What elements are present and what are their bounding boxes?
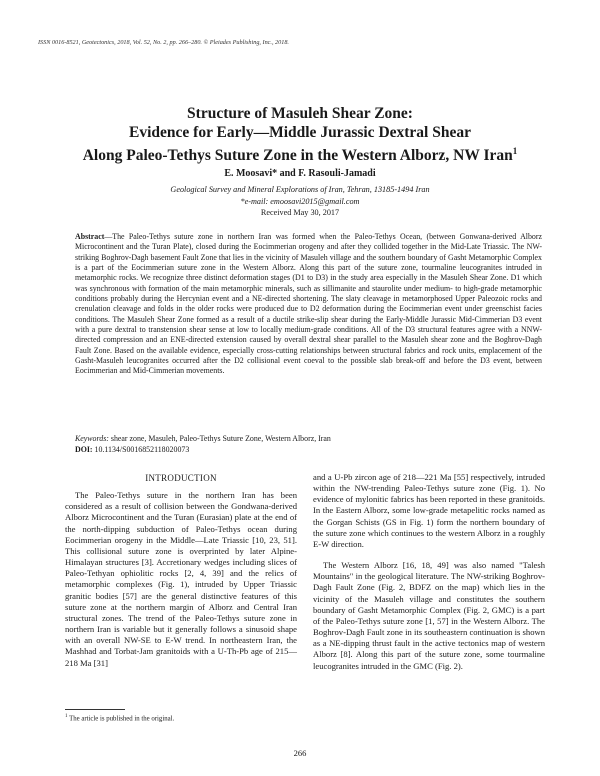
keywords-label: Keywords: xyxy=(75,434,109,443)
doi-label: DOI: xyxy=(75,445,93,454)
abstract xyxy=(75,232,542,377)
footnote xyxy=(65,712,297,723)
authors: E. Moosavi* and F. Rasouli-Jamadi xyxy=(224,168,376,179)
title-footnote-mark[interactable]: 1 xyxy=(512,146,518,156)
keywords xyxy=(75,433,542,444)
title-line-2: Evidence for Early—Middle Jurassic Dextral Shear xyxy=(129,124,471,141)
section-heading-introduction: INTRODUCTION xyxy=(145,473,217,483)
institution: Geological Survey and Mineral Explorations of Iran, Tehran, 13185-1494 Iran xyxy=(170,185,430,194)
intro-paragraph-continued: and a U-Pb zircon age of 218—221 Ma [55] respectively, intruded within the NW-trending Paleo-Tethys suture zone (Fig. 1). No evidence of mylonitic fabrics has been reported in these granitoids. In the Eastern Alborz, some low-grade metapelitic rocks named as the Gorgan Schists (GS in Fig. 1) form the northern boundary of the suture zone which continues to the western Alborz in a roughly E-W direction. xyxy=(313,472,545,549)
doi xyxy=(75,444,542,455)
received-date: Received May 30, 2017 xyxy=(260,208,340,217)
intro-paragraph-2: The Western Alborz [16, 18, 49] was also named "Talesh Mountains" in the geological literature. The NW-striking Boghrov-Dagh Fault Zone (Fig. 2, BDFZ on the map) which lies in the vicinity of the Masuleh village and constitutes the southern boundary of Gasht Metamorphic Complex (Fig. 2, GMC) is a part of the Paleo-Tethys suture zone [1, 57] in the Western Alborz. The Boghrov-Dagh Fault zone in its southeastern continuation is shown as a NE-dipping thrust fault in the active tectonics map of western Alborz [8]. Along this part of the suture zone, some tourmaline leucogranites intruded in the GMC (Fig. 2). xyxy=(313,560,545,671)
page-number: 266 xyxy=(293,748,307,758)
left-column xyxy=(65,473,297,669)
paper-title xyxy=(30,104,570,165)
footnote-divider xyxy=(65,709,125,710)
journal-header: ISSN 0016-8521, Geotectonics, 2018, Vol. 52, No. 2, pp. 266–280. © Pleiades Publishing, Inc., 2018. xyxy=(38,39,289,46)
doi-value[interactable]: 10.1134/S0016852118020073 xyxy=(92,445,190,454)
title-line-3 xyxy=(30,142,570,165)
affiliation xyxy=(30,184,570,219)
abstract-label: Abstract xyxy=(75,232,105,241)
right-column xyxy=(313,472,545,672)
footnote-mark: 1 xyxy=(65,714,68,719)
title-line-3-text: Along Paleo-Tethys Suture Zone in the Western Alborz, NW Iran xyxy=(82,147,513,165)
title-line-1: Structure of Masuleh Shear Zone: xyxy=(187,105,413,122)
intro-paragraph-1: The Paleo-Tethys suture in the northern Iran has been considered as a result of collision between the Gondwana-derived Alborz Microcontinent and the Turan (Eurasian) plate at the end of the north-dipping subduction of Paleo-Tethys ocean during Eocimmerian orogeny in the Middle—Late Triassic [10, 23, 51]. This collisional suture zone is overprinted by later Alpine-Himalayan structures [3]. Accretionary wedges including slices of Paleo-Tethyan ophiolitic rocks [2, 4, 39] and the relics of metamorphic complexes (Fig. 1), intruded by Upper Triassic granitic bodies [57] are the general distinctive features of this suture zone at the northern margin of Alborz and Central Iran structural zones. The trend of the Paleo-Tethys suture zone in northern Iran is variable but it generally follows a sinusoid shape with an overall NW-SE to E-W trend. In northeastern Iran, the Mashhad and Torbat-Jam granitoids with a U-Th-Pb age of 215—218 Ma [31] xyxy=(65,490,297,668)
keywords-text: shear zone, Masuleh, Paleo-Tethys Suture Zone, Western Alborz, Iran xyxy=(108,434,331,443)
abstract-text: —The Paleo-Tethys suture zone in northern Iran was formed when the Paleo-Tethys Ocean, (between Gonwana-derived Alborz Microcontinent and the Turan Plate), closed during the Eocimmerian orogeny and after they collided together in the Mid-Late Triassic. The NW-striking Boghrov-Dagh basement Fault Zone that lies in the vicinity of Masuleh village and the southern boundary of Gasht Metamorphic Complex is a part of the Eocimmerian suture zone in the Western Alborz. Along this part of the suture zone, tourmaline leucogranites intruded in metamorphic rocks. We recognize three distinct deformation stages (D1 to D3) in the study area especially in the Masuleh Shear Zone. D1 which was synchronous with formation of the main metamorphic minerals, such as sillimanite and staurolite under medium- to high-grade metamorphic conditions probably during the Hercynian event and a NE-directed shortening. The slaty cleavage in metamorphosed Upper Paleozoic rocks and crenulation cleavage and folds in the older rocks were produced due to D2 deformation during the Eocimmerian event under greenschist facies conditions. The Masuleh Shear Zone formed as a result of a ductile strike-slip shear during the Early-Middle Jurassic Mid-Cimmerian D3 event with a pure dextral to transtension shear sense at low to locally medium-grade conditions. All of the D3 structural features agree with a NNW-directed compression and an ENE-directed extension caused by overall dextral shear parallel to the Masuleh shear zone and the Boghrov-Dagh Fault Zone. Based on the available evidence, especially cross-cutting relationships between structural fabrics and rock units, emplacement of the Gasht-Masuleh leucogranites occurred after the D2 collisional event coeval to the possible slab break-off and before the D3 event, between Eocimmerian and Mid-Cimmerian movements. xyxy=(75,232,542,376)
footnote-text: The article is published in the original. xyxy=(67,715,175,723)
email[interactable]: *e-mail: emoosavi2015@gmail.com xyxy=(240,196,360,206)
